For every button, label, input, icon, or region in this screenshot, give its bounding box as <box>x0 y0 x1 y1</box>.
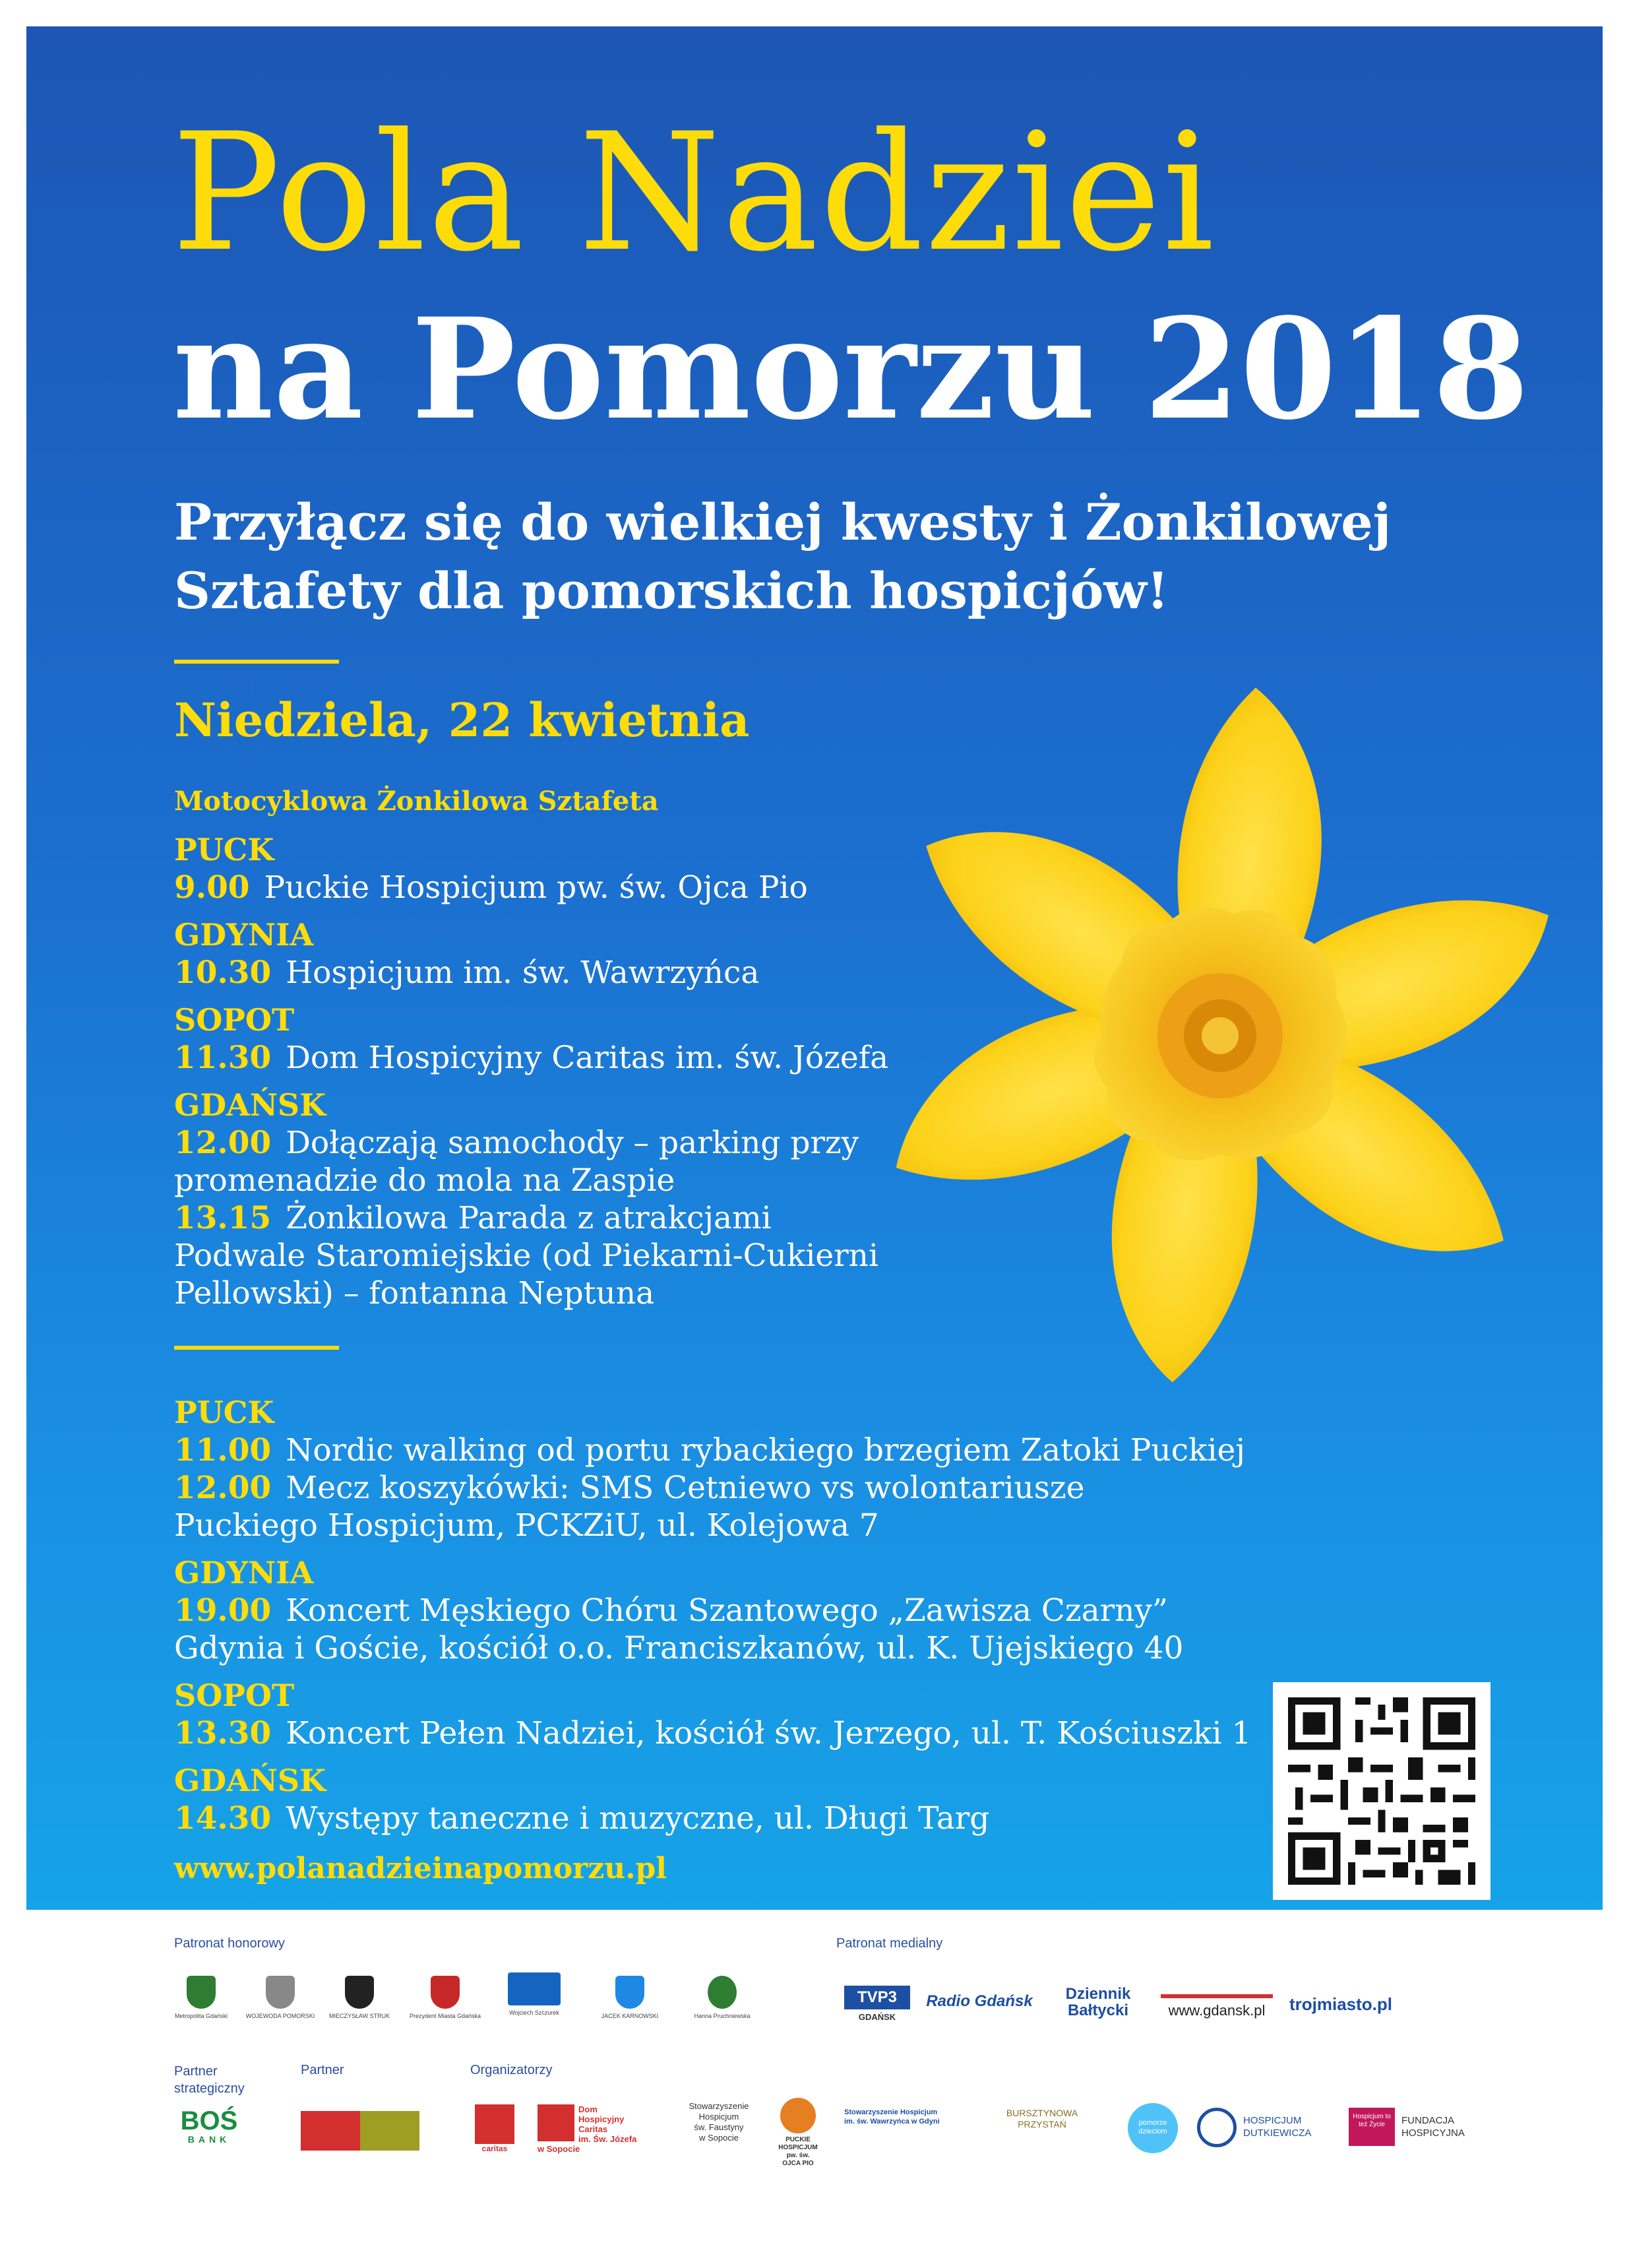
wave-icon <box>508 1972 561 2005</box>
schedule-item-continued: promenadzie do mola na Zaspie <box>174 1162 675 1199</box>
poster-background <box>26 26 1603 1910</box>
label-partner: Partner <box>301 2063 344 2077</box>
house-icon <box>1197 2108 1237 2147</box>
subtitle: Przyłącz się do wielkiej kwesty i Żonkilowej Sztafety dla pomorskich hospicjów! <box>174 493 1392 620</box>
qr-code[interactable] <box>1273 1682 1491 1900</box>
schedule-section-1 <box>174 782 888 1312</box>
city-sopot: SOPOT <box>174 1678 295 1713</box>
city-gdansk: GDAŃSK <box>174 1087 326 1123</box>
relay-heading: Motocyklowa Żonkilowa Sztafeta <box>174 786 659 817</box>
schedule-section-2 <box>174 1393 1251 1885</box>
logo-bos-bank: BOŚ BANK <box>180 2106 238 2145</box>
logo-hospicjum-wawrzynca: Stowarzyszenie Hospicjum im. św. Wawrzyńca w Gdyni <box>844 2108 940 2126</box>
logo-wojewoda: WOJEWODA POMORSKI <box>244 1976 317 2020</box>
crest-icon <box>187 1976 216 2009</box>
griffin-icon <box>345 1976 374 2009</box>
schedule-item: 19.00 Koncert Męskiego Chóru Szantowego „Zawisza Czarny” <box>174 1592 1168 1629</box>
website-link[interactable]: www.polanadzieinapomorzu.pl <box>174 1852 667 1885</box>
logo-radio-gdansk: Radio Gdańsk <box>926 1992 1033 2010</box>
city-sopot: SOPOT <box>174 1002 295 1038</box>
schedule-item: 13.15 Żonkilowa Parada z atrakcjami <box>174 1200 772 1236</box>
schedule-item-continued: Puckiego Hospicjum, PCKZiU, ul. Kolejowa 7 <box>174 1507 879 1544</box>
logo-puckie-hospicjum: PUCKIE HOSPICJUM pw. św. OJCA PIO <box>768 2098 828 2168</box>
logo-sopot: JACEK KARNOWSKI <box>590 1976 669 2020</box>
logo-prezydent-gdanska: Prezydent Miasta Gdańska <box>406 1976 485 2020</box>
daffodil-flower-image <box>864 666 1576 1392</box>
schedule-item: 14.30 Występy taneczne i muzyczne, ul. Długi Targ <box>174 1800 990 1837</box>
footer <box>0 1910 1629 2268</box>
logo-pomorze-dzieciom: pomorze dzieciom <box>1128 2103 1178 2153</box>
schedule-item-continued: Pellowski) – fontanna Neptuna <box>174 1275 655 1311</box>
logo-tvp3: TVP3 GDAŃSK <box>844 1986 910 2022</box>
event-date: Niedziela, 22 kwietnia <box>174 693 750 747</box>
schedule-item: 11.00 Nordic walking od portu rybackiego brzegiem Zatoki Puckiej <box>174 1432 1245 1468</box>
schedule-item: 9.00 Puckie Hospicjum pw. św. Ojca Pio <box>174 869 808 906</box>
city-gdynia: GDYNIA <box>174 1555 314 1591</box>
city-puck: PUCK <box>174 832 274 867</box>
logo-dom-hospicyjny: Dom Hospicyjny Caritas im. Św. Józefa w Sopocie <box>538 2104 637 2154</box>
caritas-cross-icon <box>538 2104 574 2141</box>
label-organizatorzy: Organizatorzy <box>470 2063 553 2077</box>
logo-puck: Hanna Pruchniewska <box>686 1976 758 2020</box>
title-line-1: Pola Nadziei <box>171 99 1216 288</box>
logo-fundacja-hospicyjna: Hospicjum to też Życie FUNDACJA HOSPICYJNA <box>1349 2108 1481 2146</box>
schedule-item: 11.30 Dom Hospicyjny Caritas im. św. Józefa <box>174 1040 889 1076</box>
schedule-item: 12.00 Mecz koszykówki: SMS Cetniewo vs wolontariusze <box>174 1470 1085 1506</box>
schedule-item: 13.30 Koncert Pełen Nadziei, kościół św. Jerzego, ul. T. Kościuszki 1 <box>174 1715 1252 1751</box>
schedule-item-continued: Gdynia i Goście, kościół o.o. Franciszkanów, ul. K. Ujejskiego 40 <box>174 1630 1184 1666</box>
logo-hospicjum-dutkiewicza: HOSPICJUM DUTKIEWICZA <box>1197 2108 1322 2147</box>
title-line-2: na Pomorzu 2018 <box>173 288 1529 451</box>
crest-icon <box>431 1976 460 2009</box>
schedule-item: 10.30 Hospicjum im. św. Wawrzyńca <box>174 955 760 991</box>
logo-caritas: caritas <box>472 2104 518 2153</box>
sun-icon <box>780 2098 816 2133</box>
logo-gdynia: Wojciech Szczurek <box>491 1972 577 2017</box>
logo-gdansk-pl: www.gdansk.pl <box>1161 1994 1273 2019</box>
crest-icon <box>708 1976 737 2009</box>
city-puck: PUCK <box>174 1395 274 1430</box>
logo-partner <box>301 2111 419 2151</box>
city-gdynia: GDYNIA <box>174 917 314 953</box>
label-patronat-honorowy: Patronat honorowy <box>174 1936 285 1951</box>
eagle-icon <box>266 1976 295 2009</box>
logo-stowarzyszenie-faustyny: Stowarzyszenie Hospicjum św. Faustyny w Sopocie <box>689 2101 749 2143</box>
logo-dziennik-baltycki: Dziennik Bałtycki <box>1065 1985 1131 2019</box>
label-patronat-medialny: Patronat medialny <box>836 1936 943 1951</box>
logo-marszalek: MIECZYSŁAW STRUK <box>323 1976 396 2020</box>
yellow-divider-2 <box>174 1346 339 1350</box>
logo-bursztynowa-przystan: BURSZTYNOWA PRZYSTAŃ <box>1006 2108 1078 2129</box>
schedule-item: 12.00 Dołączają samochody – parking przy <box>174 1125 859 1161</box>
city-gdansk: GDAŃSK <box>174 1763 326 1798</box>
logo-trojmiasto: trojmiasto.pl <box>1289 1994 1393 2014</box>
caritas-cross-icon <box>475 2104 514 2144</box>
crest-icon <box>615 1976 644 2009</box>
schedule-item-continued: Podwale Staromiejskie (od Piekarni-Cukierni <box>174 1238 878 1274</box>
logo-metropolita: Metropolita Gdański <box>165 1976 237 2020</box>
yellow-divider-1 <box>174 660 339 664</box>
label-partner-strategiczny: Partner strategiczny <box>174 2064 245 2096</box>
